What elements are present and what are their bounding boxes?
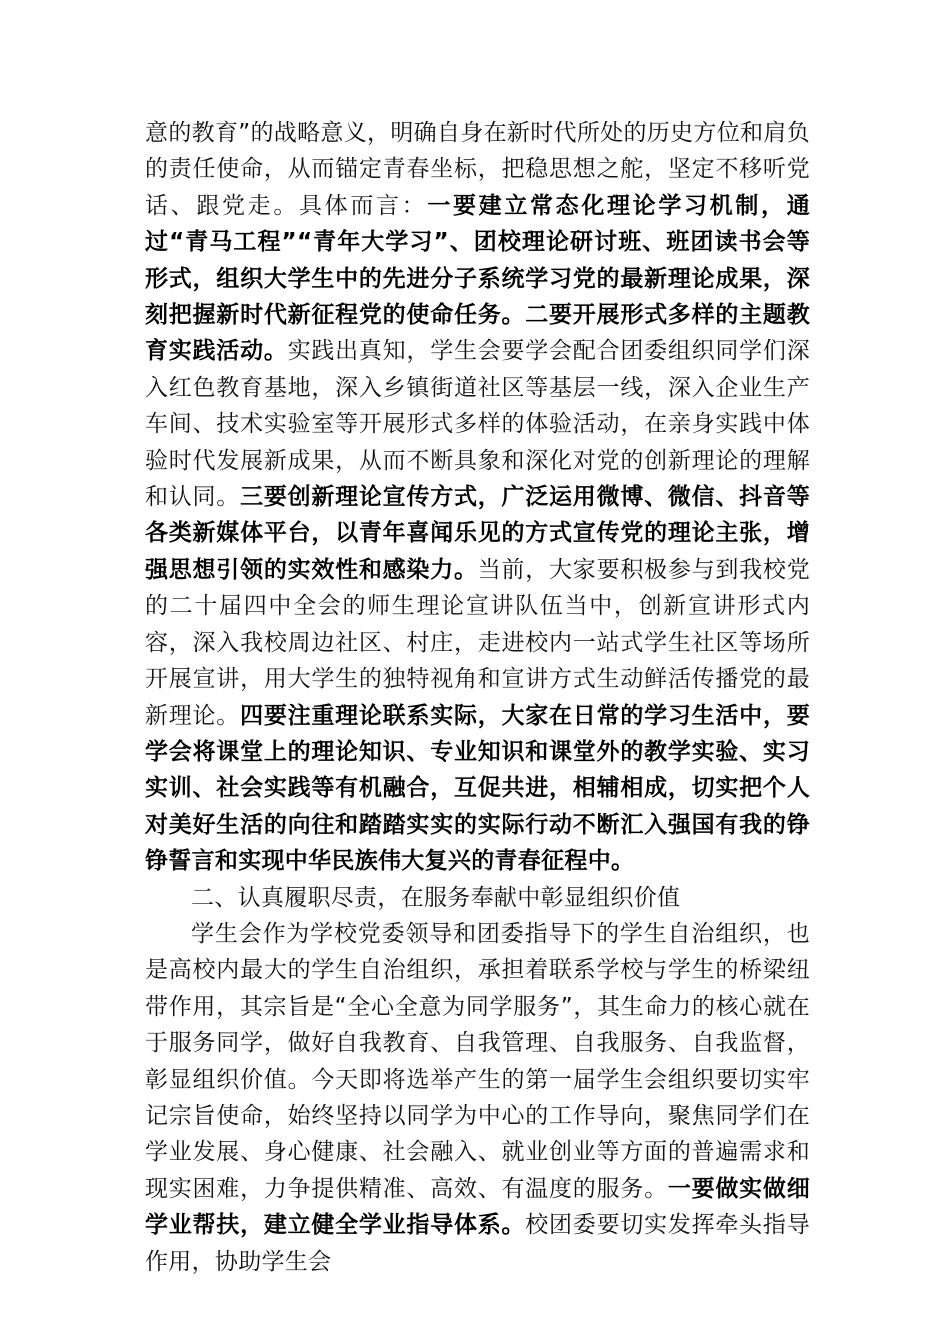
bold-text-segment: 三要创新理论宣传方式，广泛运用微博、微信、抖音等各类新媒体平台，以青年喜闻乐见的方式宣传党的理论主张，增强思想引领的实效性和感染力。: [145, 484, 811, 583]
text-segment: 校团委要切实发挥牵头指导作用，协助学生会: [145, 1212, 810, 1275]
paragraph-continued: [145, 115, 810, 880]
text-segment: 意的教育”的战略意义，明确自身在新时代所处的历史方位和肩负的责任使命，从而锚定青春坐标，把稳思想之舵，坚定不移听党话、跟党走。具体而言：: [145, 120, 810, 219]
heading-text: 二、认真履职尽责，在服务奉献中彰显组织价值: [191, 884, 681, 911]
section-heading: [145, 880, 810, 916]
paragraph-service: [145, 916, 810, 1280]
text-segment: 学生会作为学校党委领导和团委指导下的学生自治组织，也是高校内最大的学生自治组织，承担着联系学校与学生的桥梁纽带作用，其宗旨是“全心全意为同学服务”，其生命力的核心就在于服务同学，做好自我教育、自我管理、自我服务、自我监督，彰显组织价值。今天即将选举产生的第一届学生会组织要切实牢记宗旨使命，始终坚持以同学为中心的工作导向，聚焦同学们在学业发展、身心健康、社会融入、就业创业等方面的普遍需求和现实困难，力争提供精准、高效、有温度的服务。: [145, 920, 810, 1202]
document-body: [145, 115, 810, 1280]
text-segment: 当前，大家要积极参与到我校党的二十届四中全会的师生理论宣讲队伍当中，创新宣讲形式内容，深入我校周边社区、村庄，走进校内一站式学生社区等场所开展宣讲，用大学生的独特视角和宣讲方式生动鲜活传播党的最新理论。: [145, 556, 810, 729]
bold-text-segment: 一要做实做细学业帮扶，建立健全学业指导体系。: [145, 1175, 810, 1239]
text-segment: 实践出真知，学生会要学会配合团委组织同学们深入红色教育基地，深入乡镇街道社区等基层一线，深入企业生产车间、技术实验室等开展形式多样的体验活动，在亲身实践中体验时代发展新成果，从而不断具象和深化对党的创新理论的理解和认同。: [145, 338, 810, 511]
bold-text-segment: 一要建立常态化理论学习机制，通过“青马工程”“青年大学习”、团校理论研讨班、班团读书会等形式，组织大学生中的先进分子系统学习党的最新理论成果，深刻把握新时代新征程党的使命任务。二要开展形式多样的主题教育实践活动。: [145, 192, 810, 365]
bold-text-segment: 四要注重理论联系实际，大家在日常的学习生活中，要学会将课堂上的理论知识、专业知识和课堂外的教学实验、实习实训、社会实践等有机融合，互促共进，相辅相成，切实把个人对美好生活的向往和踏踏实实的实际行动不断汇入强国有我的铮铮誓言和实现中华民族伟大复兴的青春征程中。: [145, 702, 811, 875]
